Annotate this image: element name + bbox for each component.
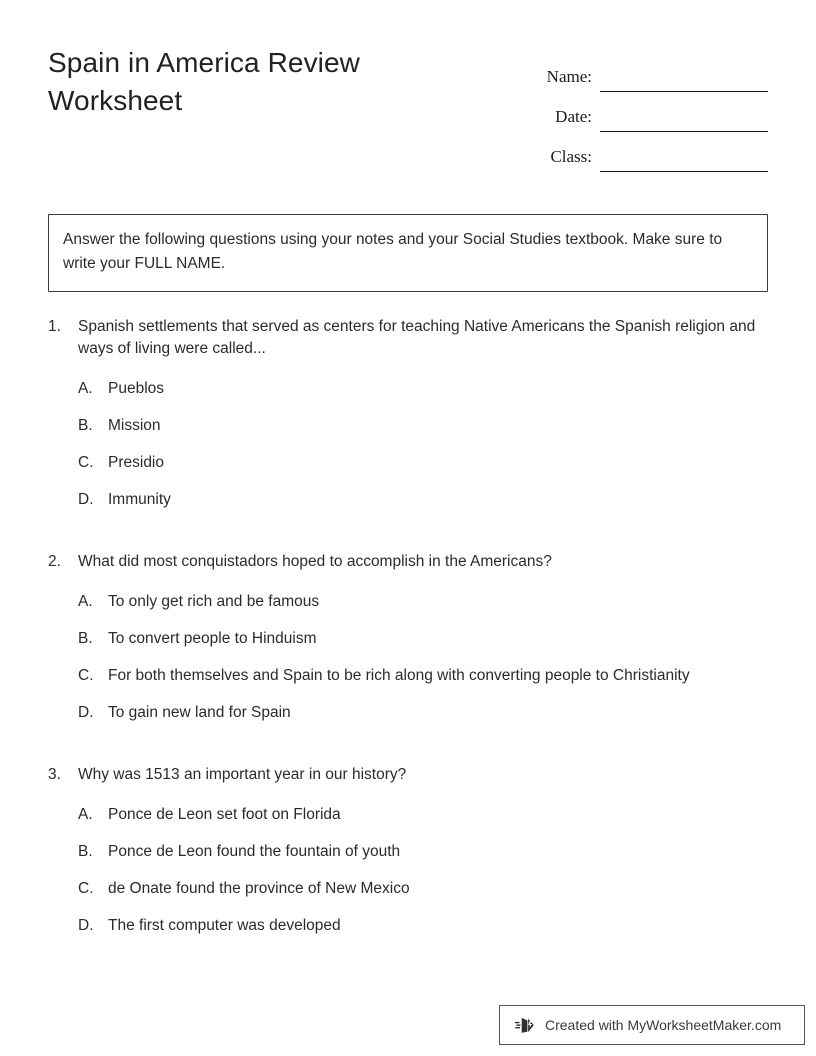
myworksheetmaker-logo-icon <box>514 1014 536 1036</box>
worksheet-header <box>48 44 768 179</box>
option-letter: A. <box>78 380 93 397</box>
option-letter: B. <box>78 843 93 860</box>
question-prompt <box>48 551 768 573</box>
option-letter: C. <box>78 454 94 471</box>
answer-option[interactable] <box>48 378 768 400</box>
option-text: The first computer was developed <box>108 917 341 934</box>
class-field-input[interactable] <box>600 171 768 172</box>
questions-list <box>48 316 768 977</box>
question-number: 3. <box>48 766 61 783</box>
answer-option[interactable] <box>48 489 768 511</box>
question-number: 2. <box>48 553 61 570</box>
option-text: Immunity <box>108 491 171 508</box>
answer-option[interactable] <box>48 415 768 437</box>
option-text: Ponce de Leon found the fountain of youth <box>108 843 401 860</box>
option-text: To only get rich and be famous <box>108 593 320 610</box>
answer-option[interactable] <box>48 702 768 724</box>
answer-option[interactable] <box>48 665 768 687</box>
answer-option[interactable] <box>48 452 768 474</box>
answer-option[interactable] <box>48 591 768 613</box>
option-text: Presidio <box>108 454 164 471</box>
question-prompt <box>48 764 768 786</box>
answer-options <box>48 591 768 724</box>
option-text: Ponce de Leon set foot on Florida <box>108 806 341 823</box>
date-field-row <box>538 92 768 132</box>
instructions-box: Answer the following questions using your notes and your Social Studies textbook. Make sure to write your FULL NAME. <box>48 214 768 292</box>
option-letter: D. <box>78 491 94 508</box>
option-text: Mission <box>108 417 161 434</box>
option-letter: D. <box>78 917 94 934</box>
option-letter: C. <box>78 880 94 897</box>
option-text: To convert people to Hinduism <box>108 630 317 647</box>
question-prompt <box>48 316 768 360</box>
date-field-label: Date: <box>555 107 592 126</box>
option-text: de Onate found the province of New Mexico <box>108 880 410 897</box>
name-field-input[interactable] <box>600 91 768 92</box>
answer-option[interactable] <box>48 841 768 863</box>
option-text: For both themselves and Spain to be rich along with converting people to Christianity <box>108 667 690 684</box>
question-text: What did most conquistadors hoped to accomplish in the Americans? <box>78 553 552 570</box>
option-text: Pueblos <box>108 380 165 397</box>
option-letter: A. <box>78 593 93 610</box>
option-letter: B. <box>78 630 93 647</box>
date-field-input[interactable] <box>600 131 768 132</box>
question-number: 1. <box>48 318 61 335</box>
class-field-row <box>538 132 768 172</box>
created-with-badge[interactable] <box>499 1005 805 1045</box>
answer-option[interactable] <box>48 804 768 826</box>
class-field-label: Class: <box>550 147 592 166</box>
option-letter: C. <box>78 667 94 684</box>
option-letter: B. <box>78 417 93 434</box>
option-text: To gain new land for Spain <box>108 704 291 721</box>
badge-label: Created with MyWorksheetMaker.com <box>545 1017 782 1033</box>
option-letter: A. <box>78 806 93 823</box>
name-field-label: Name: <box>546 67 592 86</box>
page-title: Spain in America Review Worksheet <box>48 47 360 117</box>
question-block <box>48 316 768 511</box>
answer-option[interactable] <box>48 628 768 650</box>
question-text: Why was 1513 an important year in our history? <box>78 766 407 783</box>
question-text: Spanish settlements that served as centers for teaching Native Americans the Spanish religion and ways of living were called... <box>78 318 756 357</box>
student-info-fields <box>538 52 768 172</box>
answer-option[interactable] <box>48 878 768 900</box>
answer-option[interactable] <box>48 915 768 937</box>
question-block <box>48 551 768 724</box>
name-field-row <box>538 52 768 92</box>
answer-options <box>48 804 768 937</box>
option-letter: D. <box>78 704 94 721</box>
answer-options <box>48 378 768 511</box>
question-block <box>48 764 768 937</box>
